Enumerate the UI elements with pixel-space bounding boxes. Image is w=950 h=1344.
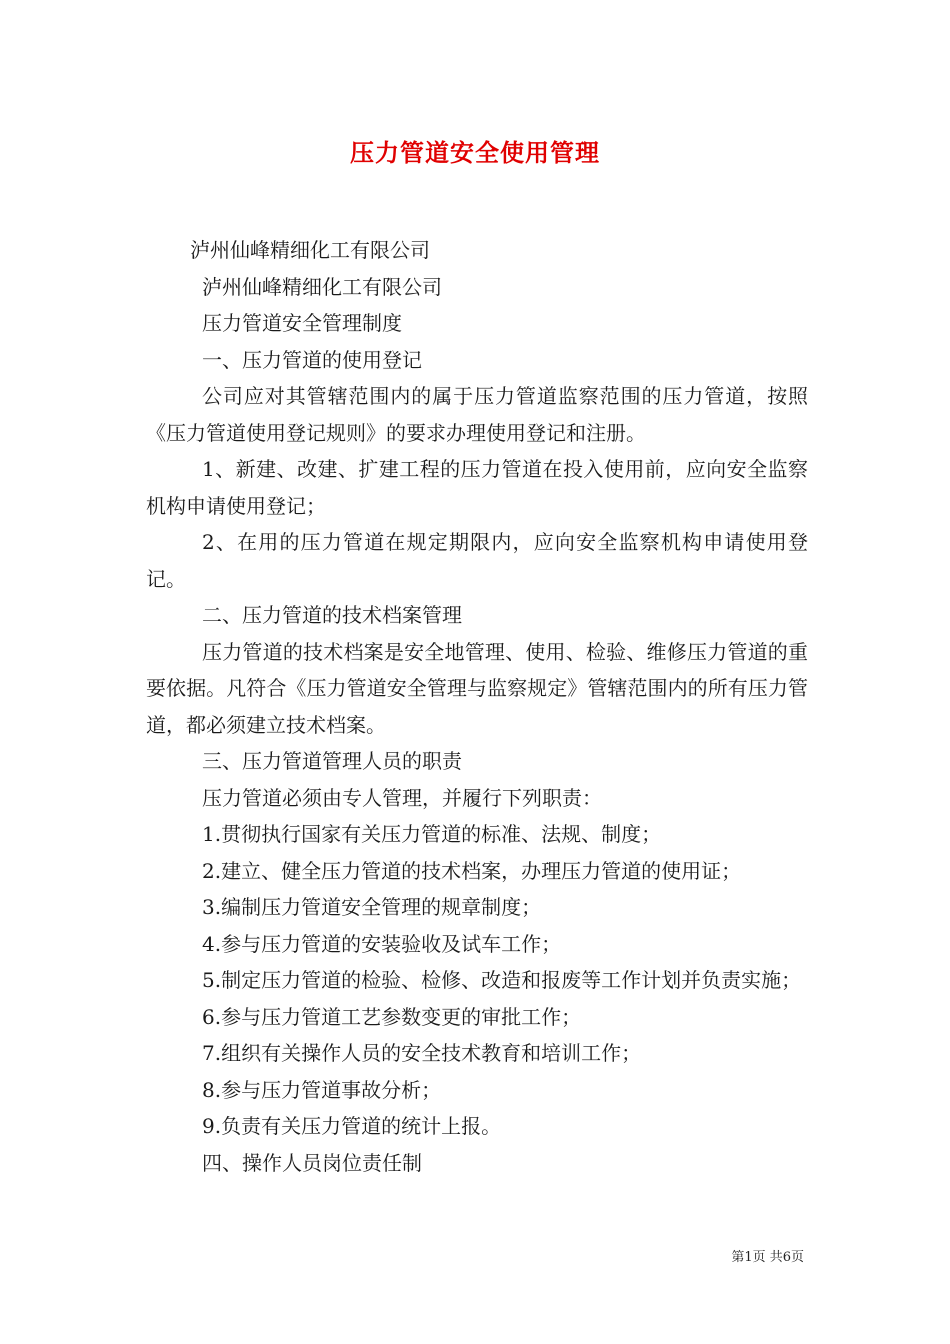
company-name-line: 泸州仙峰精细化工有限公司 (190, 238, 430, 262)
paragraph: 压力管道的技术档案是安全地管理、使用、检验、维修压力管道的重要依据。凡符合《压力管道安全管理与监察规定》管辖范围内的所有压力管道，都必须建立技术档案。 (146, 639, 808, 737)
list-item: 1、新建、改建、扩建工程的压力管道在投入使用前，应向安全监察机构申请使用登记； (146, 457, 808, 518)
paragraph: 压力管道必须由专人管理，并履行下列职责： (202, 785, 602, 810)
list-item: 4.参与压力管道的安装验收及试车工作； (202, 931, 562, 956)
document-body (146, 232, 808, 1181)
page-number-footer: 第1页 共6页 (731, 1250, 804, 1265)
list-item: 3.编制压力管道安全管理的规章制度； (202, 895, 542, 919)
paragraph: 泸州仙峰精细化工有限公司 (202, 274, 442, 299)
list-item: 7.组织有关操作人员的安全技术教育和培训工作； (202, 1041, 642, 1065)
list-item: 1.贯彻执行国家有关压力管道的标准、法规、制度； (202, 822, 662, 846)
list-item: 5.制定压力管道的检验、检修、改造和报废等工作计划并负责实施； (202, 968, 802, 992)
section-heading: 一、压力管道的使用登记 (202, 347, 422, 372)
document-title: 压力管道安全使用管理 (350, 139, 600, 167)
section-heading: 二、压力管道的技术档案管理 (202, 603, 462, 627)
paragraph: 公司应对其管辖范围内的属于压力管道监察范围的压力管道，按照《压力管道使用登记规则》的要求办理使用登记和注册。 (146, 384, 808, 445)
list-item: 9.负责有关压力管道的统计上报。 (202, 1114, 502, 1138)
section-heading: 四、操作人员岗位责任制 (202, 1150, 422, 1175)
list-item: 8.参与压力管道事故分析； (202, 1077, 442, 1102)
paragraph: 压力管道安全管理制度 (202, 311, 402, 335)
list-item: 6.参与压力管道工艺参数变更的审批工作； (202, 1004, 582, 1029)
section-heading: 三、压力管道管理人员的职责 (202, 749, 462, 773)
list-item: 2.建立、健全压力管道的技术档案，办理压力管道的使用证； (202, 858, 742, 883)
list-item: 2、在用的压力管道在规定期限内，应向安全监察机构申请使用登记。 (146, 530, 808, 591)
